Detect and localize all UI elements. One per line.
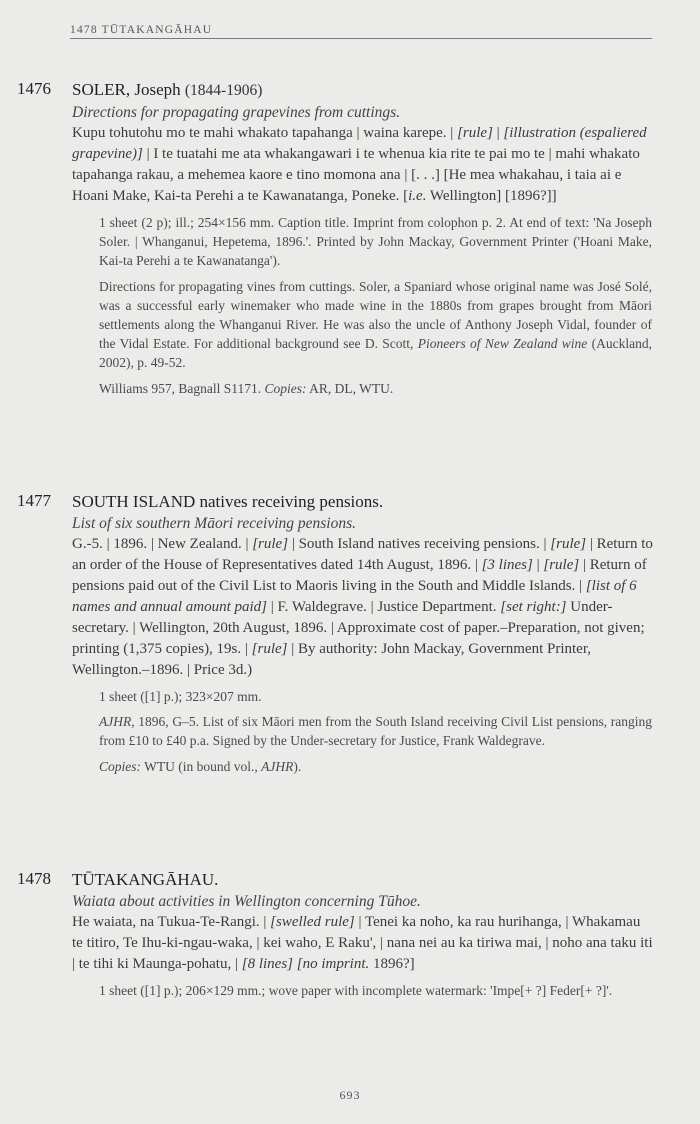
text-run: AR, DL, WTU. xyxy=(306,380,394,396)
entry-number: 1477 xyxy=(17,491,51,510)
text-run: [illustration (espaliered grapevine)] xyxy=(72,125,647,162)
text-run: AJHR xyxy=(99,714,132,730)
text-run: [rule] xyxy=(251,641,288,657)
transcription xyxy=(72,912,654,975)
text-run: | By authority: John Mackay, Government Printer, Wellington.–1896. | Price 3d.) xyxy=(72,641,591,678)
text-run: [rule] xyxy=(543,557,580,573)
annotation xyxy=(99,712,652,750)
text-run: [rule] xyxy=(550,536,587,552)
text-run: [list of 6 names and annual amount paid] xyxy=(72,578,637,615)
entry-heading xyxy=(72,491,654,513)
text-run: WTU (in bound vol., xyxy=(141,758,262,774)
text-run: Directions for propagating vines from cuttings. Soler, a Spaniard whose original name was José Solé, was a successful early winemaker who made wine in the 1880s from grapes brought from Māori settlements along the Whanganui River. He was also the uncle of Anthony Joseph Vidal, founder of the Vidal Estate. For additional background see D. Scott, xyxy=(99,278,652,352)
text-run: Copies: xyxy=(264,380,307,396)
text-run: i.e. xyxy=(408,188,427,204)
entry-title: Directions for propagating grapevines from cuttings. xyxy=(72,104,401,121)
entry-title: List of six southern Māori receiving pensions. xyxy=(72,515,357,532)
text-run: G.-5. | 1896. | New Zealand. | xyxy=(72,536,253,552)
text-run: Williams 957, Bagnall S1171. xyxy=(99,380,265,396)
page-number: 693 xyxy=(339,1088,361,1102)
entry-heading xyxy=(72,79,654,102)
entry-number: 1476 xyxy=(17,79,51,98)
text-run: [no imprint. xyxy=(296,956,370,972)
text-run: | Return to an order of the House of Representatives dated 14th August, 1896. | xyxy=(72,536,653,573)
text-run: | South Island natives receiving pensions. | xyxy=(288,536,551,552)
text-run: [rule] xyxy=(252,536,289,552)
author-name: SOLER, Joseph xyxy=(72,80,181,99)
text-run: | I te tuatahi me ata whakangawari i te whenua kia rite te pai mo te | mahi whakato tapahanga rakau, a mehemea kaore e tino momona ana | [. . .] [He mea whakahau, i taia ai e Hoani Make, Kai-ta Perehi a te Kawanatanga, Poneke. [ xyxy=(72,146,640,204)
text-run: AJHR xyxy=(261,758,294,774)
text-run: [3 lines] xyxy=(481,557,533,573)
entry-heading-text: TŪTAKANGĀHAU. xyxy=(72,870,219,889)
text-run: , 1896, G–5. List of six Māori men from the South Island receiving Civil List pensions, ranging from £10 to £40 p.a. Signed by the Under-secretary for Justice, Frank Waldegrave. xyxy=(99,714,652,749)
author-dates: (1844-1906) xyxy=(184,82,263,99)
text-run: 1 sheet ([1] p.); 206×129 mm.; wove paper with incomplete watermark: 'Impe[+ ?] Feder[+ ?]'. xyxy=(99,983,613,998)
text-run: (Auckland, 2002), p. 49-52. xyxy=(99,336,652,371)
text-run: | Tenei ka noho, ka rau hurihanga, | Whakamau te titiro, Te Ihu-ki-ngau-waka, | kei waho, E Raku', | nana nei au ka tiriwa mai, | noho ana taku iti | te tihi ki Maunga-pohatu, | xyxy=(72,914,653,972)
text-run: Pioneers of New Zealand wine xyxy=(417,336,588,352)
text-run: 1 sheet ([1] p.); 323×207 mm. xyxy=(99,689,262,704)
transcription xyxy=(72,123,654,207)
text-run: [rule] xyxy=(457,125,493,141)
text-run: Copies: xyxy=(99,758,141,774)
text-run: [swelled rule] xyxy=(270,914,355,930)
physical-description xyxy=(99,981,652,1000)
text-run: Kupu tohutohu mo te mahi whakato tapahanga | waina karepe. | xyxy=(72,125,458,141)
text-run: [8 lines] xyxy=(241,956,293,972)
annotation xyxy=(99,277,652,373)
transcription xyxy=(72,534,654,681)
entry-heading-text: SOUTH ISLAND natives receiving pensions. xyxy=(72,492,384,511)
text-run: | Return of pensions paid out of the Civil List to Maoris living in the South and Middle Islands. | xyxy=(72,557,647,594)
text-run: | xyxy=(492,125,504,141)
text-run: He waiata, na Tukua-Te-Rangi. | xyxy=(72,914,271,930)
entry-body xyxy=(72,869,654,1000)
running-head: 1478 TŪTAKANGĀHAU xyxy=(70,24,652,39)
physical-description xyxy=(99,213,652,271)
text-run: 1896?] xyxy=(369,956,415,972)
copies xyxy=(99,757,652,776)
entry-body xyxy=(72,79,654,398)
text-run: 1 sheet (2 p); ill.; 254×156 mm. Caption title. Imprint from colophon p. 2. At end of text: 'Na Joseph Soler. | Whanganui, Hepetema, 1896.'. Printed by John Mackay, Government Printer ('Hoani Make, Kai-ta Perehi a te Kawanatanga'). xyxy=(99,215,652,269)
text-run: [set right:] xyxy=(500,599,567,615)
text-run: Under-secretary. | Wellington, 20th August, 1896. | Approximate cost of paper.–Preparation, not given; printing (1,375 copies), 19s. | xyxy=(72,599,645,657)
physical-description xyxy=(99,687,652,706)
text-run: | F. Waldegrave. | Justice Department. xyxy=(267,599,501,615)
text-run: | xyxy=(532,557,544,573)
references-copies xyxy=(99,379,652,398)
entry-title: Waiata about activities in Wellington concerning Tūhoe. xyxy=(72,893,421,910)
entry-heading xyxy=(72,869,654,891)
text-run: Wellington] [1896?]] xyxy=(426,188,557,204)
entry-number: 1478 xyxy=(17,869,51,888)
text-run: ). xyxy=(293,758,302,774)
entry-body xyxy=(72,491,654,776)
